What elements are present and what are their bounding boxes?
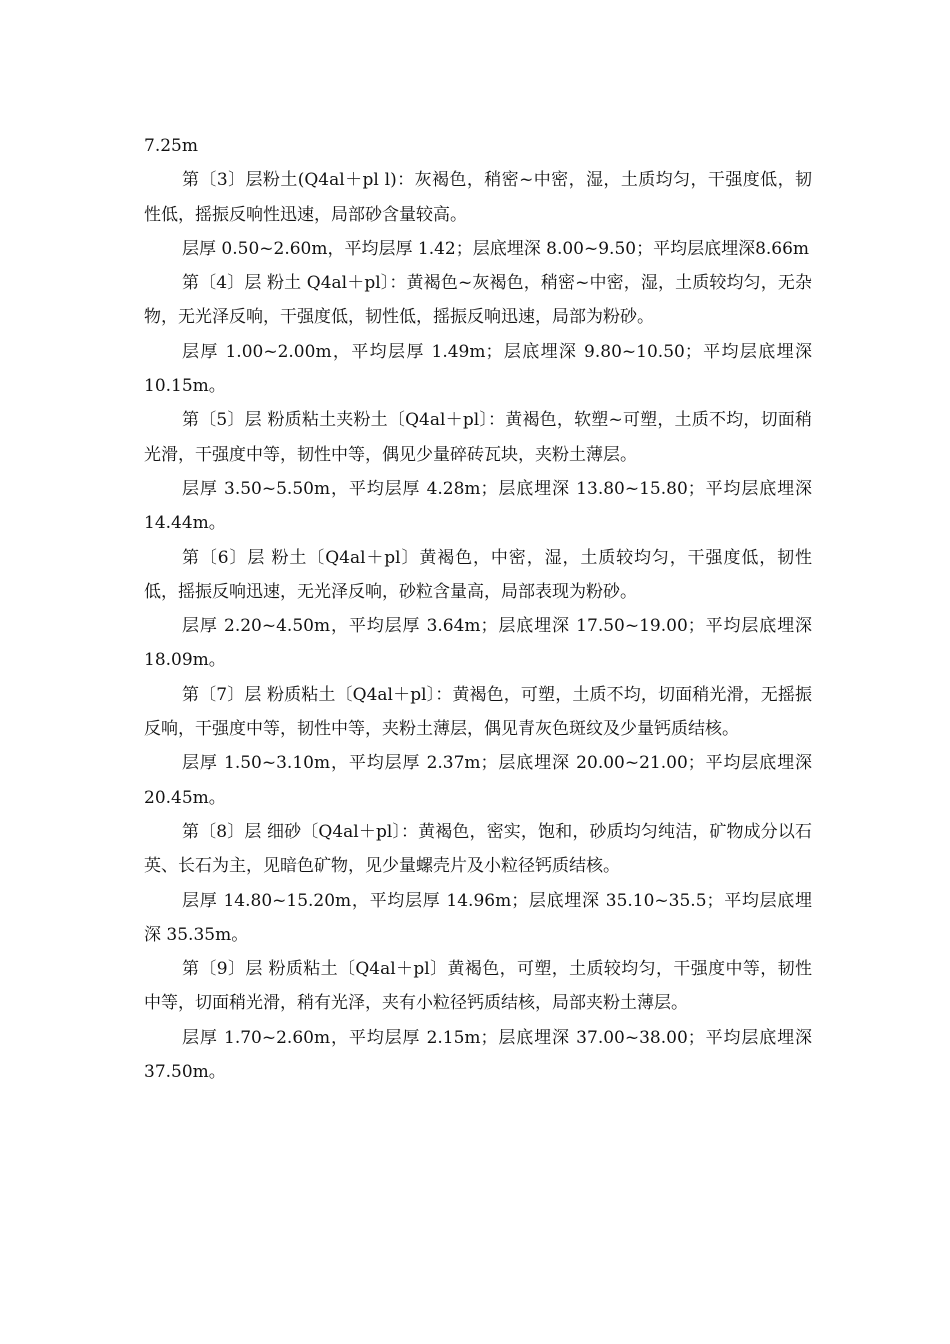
paragraph-layer-8-description: 第〔8〕层 细砂〔Q4al＋pl〕：黄褐色，密实，饱和，砂质均匀纯洁，矿物成分以石英、长石为主，见暗色矿物，见少量螺壳片及小粒径钙质结核。 [144,821,812,877]
paragraph-layer-8-thickness: 层厚 14.80~15.20m，平均层厚 14.96m；层底埋深 35.10~35.5；平均层底埋深 35.35m。 [144,890,812,945]
paragraph-layer-9-thickness: 层厚 1.70~2.60m，平均层厚 2.15m；层底埋深 37.00~38.00；平均层底埋深37.50m。 [144,1027,812,1083]
paragraph-layer-9-description: 第〔9〕层 粉质粘土〔Q4al＋pl〕黄褐色，可塑，土质较均匀，干强度中等，韧性中等，切面稍光滑，稍有光泽，夹有小粒径钙质结核，局部夹粉土薄层。 [144,959,812,1014]
paragraph-layer-6-thickness: 层厚 2.20~4.50m，平均层厚 3.64m；层底埋深 17.50~19.00；平均层底埋深18.09m。 [144,616,812,671]
paragraph-layer-3-description: 第〔3〕层粉土(Q4al＋pl l)：灰褐色，稍密~中密，湿，土质均匀，干强度低，韧性低，摇振反响性迅速，局部砂含量较高。 [144,170,812,225]
paragraph-layer-5-description: 第〔5〕层 粉质粘土夹粉土〔Q4al＋pl〕：黄褐色，软塑~可塑，土质不均，切面稍光滑，干强度中等，韧性中等，偶见少量碎砖瓦块，夹粉土薄层。 [144,410,812,465]
paragraph-layer-5-thickness: 层厚 3.50~5.50m，平均层厚 4.28m；层底埋深 13.80~15.80；平均层底埋深14.44m。 [144,478,812,534]
paragraph-layer-4-thickness: 层厚 1.00~2.00m，平均层厚 1.49m；层底埋深 9.80~10.50；平均层底埋深10.15m。 [144,341,812,397]
paragraph-continuation: 7.25m [144,136,198,156]
paragraph-layer-3-thickness: 层厚 0.50~2.60m，平均层厚 1.42；层底埋深 8.00~9.50；平均层底埋深8.66m [182,238,810,259]
paragraph-layer-6-description: 第〔6〕层 粉土〔Q4al＋pl〕黄褐色，中密，湿，土质较均匀，干强度低，韧性低，摇振反响迅速，无光泽反响，砂粒含量高，局部表现为粉砂。 [144,547,812,602]
paragraph-layer-7-description: 第〔7〕层 粉质粘土〔Q4al＋pl〕：黄褐色，可塑，土质不均，切面稍光滑，无摇振反响，干强度中等，韧性中等，夹粉土薄层，偶见青灰色斑纹及少量钙质结核。 [144,684,812,740]
paragraph-layer-7-thickness: 层厚 1.50~3.10m，平均层厚 2.37m；层底埋深 20.00~21.00；平均层底埋深20.45m。 [144,753,812,808]
paragraph-layer-4-description: 第〔4〕层 粉土 Q4al＋pl〕：黄褐色~灰褐色，稍密~中密，湿，土质较均匀，无杂物，无光泽反响，干强度低，韧性低，摇振反响迅速，局部为粉砂。 [144,273,812,328]
document-body [144,129,812,1089]
